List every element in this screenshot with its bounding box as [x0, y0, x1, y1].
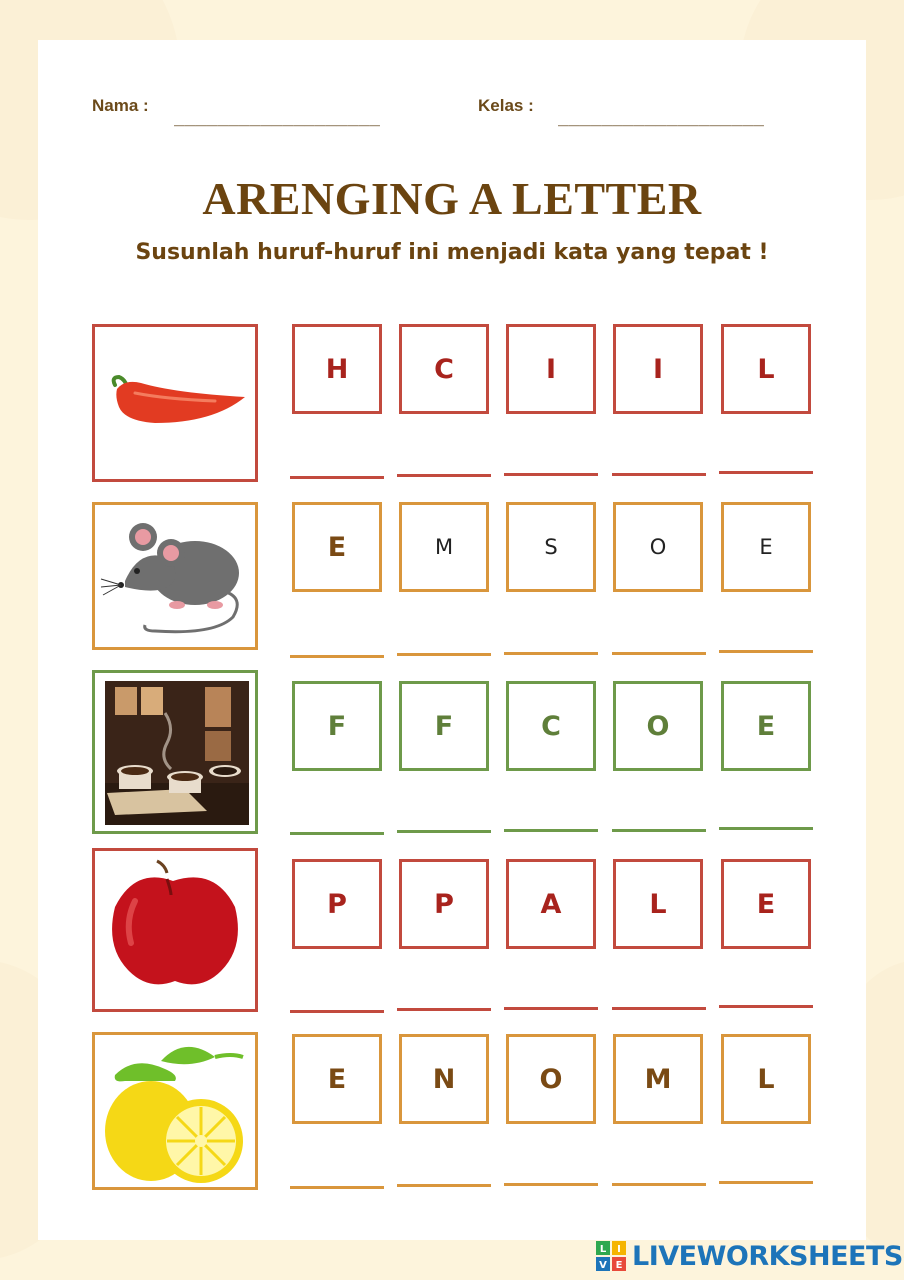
- answer-line[interactable]: [719, 1005, 813, 1008]
- answer-line[interactable]: [290, 1186, 384, 1189]
- answer-line[interactable]: [397, 1184, 491, 1187]
- letter-tile[interactable]: O: [506, 1034, 596, 1124]
- liveworksheets-logo[interactable]: [596, 1238, 903, 1274]
- letter-tile[interactable]: O: [613, 502, 703, 592]
- coffee-image: [95, 673, 255, 831]
- answer-line[interactable]: [612, 473, 706, 476]
- picture-box-apple: [92, 848, 258, 1012]
- class-label: Kelas :: [478, 96, 534, 115]
- class-field[interactable]: ___________________: [558, 106, 764, 127]
- answer-line[interactable]: [397, 474, 491, 477]
- letter-tile[interactable]: F: [399, 681, 489, 771]
- chili-pepper-image: [95, 327, 255, 479]
- letter-tile[interactable]: N: [399, 1034, 489, 1124]
- liveworksheets-icon: [596, 1241, 626, 1271]
- answer-line[interactable]: [290, 476, 384, 479]
- brand-name: LIVEWORKSHEETS: [632, 1240, 903, 1272]
- letter-tile[interactable]: M: [399, 502, 489, 592]
- letter-tile[interactable]: S: [506, 502, 596, 592]
- letter-tile[interactable]: H: [292, 324, 382, 414]
- answer-line[interactable]: [719, 1181, 813, 1184]
- answer-line[interactable]: [719, 471, 813, 474]
- answer-line[interactable]: [719, 827, 813, 830]
- answer-line[interactable]: [290, 1010, 384, 1013]
- letter-tile[interactable]: M: [613, 1034, 703, 1124]
- name-label: Nama :: [92, 96, 149, 115]
- answer-line[interactable]: [612, 652, 706, 655]
- svg-text:L: L: [599, 1244, 607, 1255]
- answer-line[interactable]: [504, 473, 598, 476]
- letter-tile[interactable]: C: [399, 324, 489, 414]
- svg-text:I: I: [617, 1244, 621, 1255]
- letter-tile[interactable]: E: [721, 681, 811, 771]
- answer-line[interactable]: [612, 1007, 706, 1010]
- answer-line[interactable]: [397, 830, 491, 833]
- svg-text:V: V: [599, 1260, 607, 1271]
- letter-tile[interactable]: I: [506, 324, 596, 414]
- letter-tile[interactable]: E: [292, 1034, 382, 1124]
- letter-tile[interactable]: P: [292, 859, 382, 949]
- letter-tile[interactable]: L: [721, 324, 811, 414]
- letter-tile[interactable]: A: [506, 859, 596, 949]
- answer-line[interactable]: [504, 652, 598, 655]
- page-title: ARENGING A LETTER: [202, 173, 702, 224]
- answer-line[interactable]: [290, 655, 384, 658]
- letter-tile[interactable]: O: [613, 681, 703, 771]
- answer-line[interactable]: [504, 1183, 598, 1186]
- answer-line[interactable]: [397, 1008, 491, 1011]
- name-field[interactable]: ___________________: [174, 106, 380, 127]
- letter-tile[interactable]: E: [721, 502, 811, 592]
- letter-tile[interactable]: L: [613, 859, 703, 949]
- answer-line[interactable]: [612, 1183, 706, 1186]
- mouse-image: [95, 505, 255, 647]
- picture-box-coffee: [92, 670, 258, 834]
- letter-tile[interactable]: E: [292, 502, 382, 592]
- picture-box-lemon: [92, 1032, 258, 1190]
- answer-line[interactable]: [290, 832, 384, 835]
- lemon-image: [95, 1035, 255, 1187]
- letter-tile[interactable]: L: [721, 1034, 811, 1124]
- letter-tile[interactable]: F: [292, 681, 382, 771]
- answer-line[interactable]: [719, 650, 813, 653]
- picture-box-mouse: [92, 502, 258, 650]
- apple-image: [95, 851, 255, 1009]
- answer-line[interactable]: [504, 829, 598, 832]
- answer-line[interactable]: [504, 1007, 598, 1010]
- letter-tile[interactable]: C: [506, 681, 596, 771]
- answer-line[interactable]: [612, 829, 706, 832]
- picture-box-chili: [92, 324, 258, 482]
- letter-tile[interactable]: P: [399, 859, 489, 949]
- letter-tile[interactable]: E: [721, 859, 811, 949]
- instructions: Susunlah huruf-huruf ini menjadi kata yang tepat !: [135, 240, 769, 265]
- letter-tile[interactable]: I: [613, 324, 703, 414]
- answer-line[interactable]: [397, 653, 491, 656]
- svg-text:E: E: [615, 1260, 623, 1271]
